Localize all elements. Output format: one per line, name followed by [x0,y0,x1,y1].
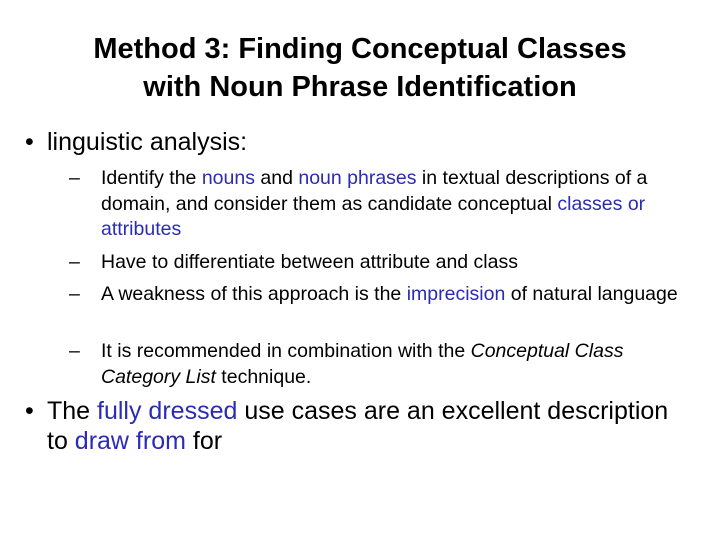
sub-bullet-differentiate [69,250,691,276]
dash-marker: – [69,283,80,305]
bullet-text: linguistic analysis: [47,128,248,156]
dash-marker: – [69,167,80,189]
highlight-term: fully dressed [97,397,238,425]
highlight-term: noun phrases [298,167,417,189]
sub-bullet-weakness [69,282,691,308]
title-line-2: with Noun Phrase Identification [143,71,577,103]
sub-bullet-recommended [69,339,691,390]
bullet-text: The [47,397,98,425]
slide-title [0,30,720,106]
sub-text: and [254,167,299,189]
bullet-text: for [185,427,223,455]
bullet-text: use cases are an excellent description to [47,397,669,455]
sub-text: Have to differentiate between attribute and class [101,251,518,273]
highlight-term: draw from [74,427,186,455]
highlight-term: imprecision [406,283,506,305]
highlight-term: classes or attributes [101,192,646,240]
sub-text: A weakness of this approach is the [101,283,407,305]
bullet-fully-dressed [25,396,687,456]
bullet-marker: • [25,128,34,156]
sub-bullet-identify-nouns [69,166,691,243]
dash-marker: – [69,251,80,273]
dash-marker: – [69,340,80,362]
title-line-1: Method 3: Finding Conceptual Classes [93,33,627,65]
sub-text: of natural language [505,283,678,305]
highlight-term: nouns [201,167,255,189]
sub-text: technique. [215,365,312,388]
sub-text: Identify the [101,167,202,189]
italic-term: Conceptual Class Category List [101,340,624,388]
bullet-marker: • [25,397,34,425]
sub-text: in textual descriptions of a domain, and consider them as candidate conceptual [101,167,648,215]
bullet-linguistic-analysis [25,127,687,157]
sub-text: It is recommended in combination with the [101,340,471,362]
